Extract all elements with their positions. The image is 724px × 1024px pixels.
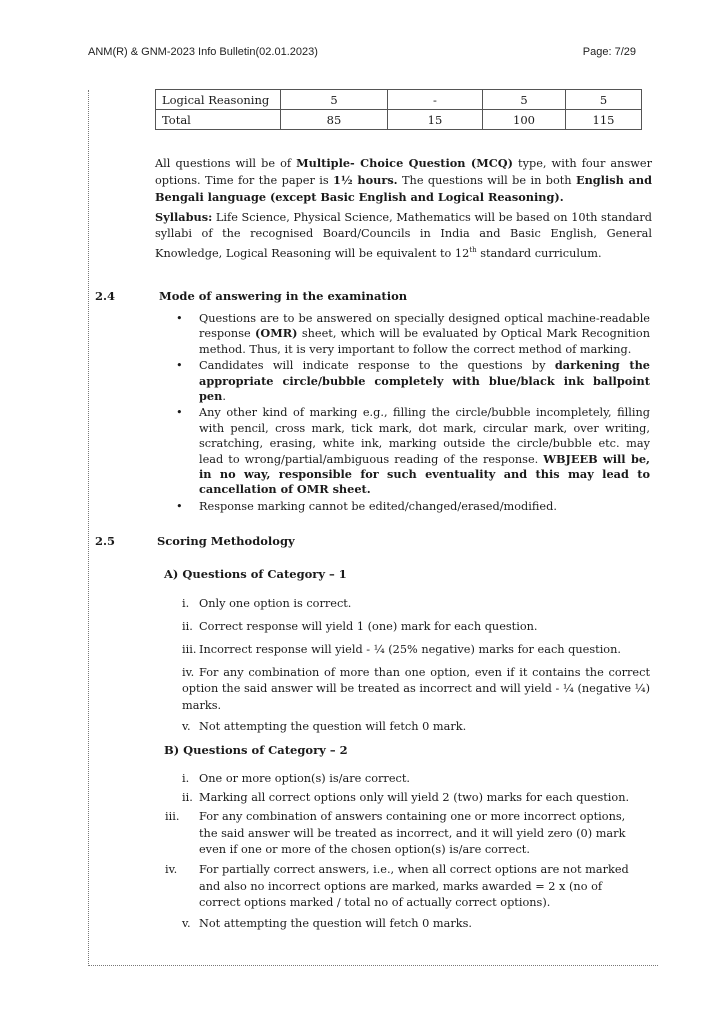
page-number: Page: 7/29 xyxy=(582,46,636,58)
category-heading: A) Questions of Category – 1 xyxy=(164,567,347,581)
list-item: • Candidates will indicate response to the questions by darkening the appropriate circle/bubble completely with blue/black ink ballpoint pen. xyxy=(176,358,650,404)
list-item: • Questions are to be answered on specially designed optical machine-readable response (OMR) sheet, which will be evaluated by Optical Mark Recognition method. Thus, it is very important to follow the correct method of marking. xyxy=(176,311,650,357)
marks-table xyxy=(155,89,642,130)
mcq-paragraph: All questions will be of Multiple- Choice Question (MCQ) type, with four answer options. Time for the paper is 1½ hours. The questions will be in both English and Bengali language (except Basic English and Logical Reasoning). xyxy=(155,156,652,205)
page-border-bottom xyxy=(88,965,658,966)
list-item: i. One or more option(s) is/are correct. xyxy=(182,772,410,785)
table-cell: 115 xyxy=(566,110,642,130)
section-title: Mode of answering in the examination xyxy=(159,289,408,303)
syllabus-paragraph: Syllabus: Life Science, Physical Science, Mathematics will be based on 10th standard syllabi of the recognised Board/Councils in India and Basic English, General Knowledge, Logical Reasoning will be equivalent to 12th standard curriculum. xyxy=(155,210,652,261)
table-cell: Total xyxy=(156,110,281,130)
table-cell: 100 xyxy=(483,110,566,130)
table-cell: Logical Reasoning xyxy=(156,90,281,110)
table-cell: 5 xyxy=(483,90,566,110)
section-number: 2.4 xyxy=(95,289,116,303)
page-border-left xyxy=(88,90,89,966)
list-item: iv. For partially correct answers, i.e., when all correct options are not marked and also no incorrect options are marked, marks awarded = 2 x (no of correct options marked / total no of actually correct options). xyxy=(165,863,629,910)
table-row xyxy=(156,90,642,110)
list-item: iii. Incorrect response will yield - ¼ (25% negative) marks for each question. xyxy=(182,643,621,656)
list-item: i. Only one option is correct. xyxy=(182,597,352,610)
category-heading: B) Questions of Category – 2 xyxy=(164,743,348,757)
list-item: iv. For any combination of more than one option, even if it contains the correct option the said answer will be treated as incorrect and will yield - ¼ (negative ¼) marks. xyxy=(182,666,650,712)
table-cell: 5 xyxy=(566,90,642,110)
bulletin-title: ANM(R) & GNM-2023 Info Bulletin(02.01.2023) xyxy=(88,46,318,58)
list-item: iii. For any combination of answers containing one or more incorrect options, the said answer will be treated as incorrect, and it will yield zero (0) mark even if one or more of the chosen option(s) is/are correct. xyxy=(165,810,626,857)
section-title: Scoring Methodology xyxy=(157,534,295,548)
table-row xyxy=(156,110,642,130)
list-item: v. Not attempting the question will fetch 0 mark. xyxy=(182,720,467,733)
list-item: ii. Marking all correct options only will yield 2 (two) marks for each question. xyxy=(182,791,630,804)
table-cell: 5 xyxy=(281,90,388,110)
list-item: • Any other kind of marking e.g., filling the circle/bubble incompletely, filling with pencil, cross mark, tick mark, dot mark, circular mark, over writing, scratching, erasing, white ink, marking outside the circle/bubble etc. may lead to wrong/partial/ambiguous reading of the response. WBJEEB will be, in no way, responsible for such eventuality and this may lead to cancellation of OMR sheet. xyxy=(176,405,650,497)
list-item: ii. Correct response will yield 1 (one) mark for each question. xyxy=(182,620,538,633)
list-item: v. Not attempting the question will fetch 0 marks. xyxy=(182,917,472,930)
table-cell: 85 xyxy=(281,110,388,130)
table-cell: - xyxy=(388,90,483,110)
answering-rules-list xyxy=(176,311,650,515)
page-header xyxy=(88,46,636,58)
list-item: • Response marking cannot be edited/changed/erased/modified. xyxy=(176,499,650,514)
section-number: 2.5 xyxy=(95,534,116,548)
table-cell: 15 xyxy=(388,110,483,130)
